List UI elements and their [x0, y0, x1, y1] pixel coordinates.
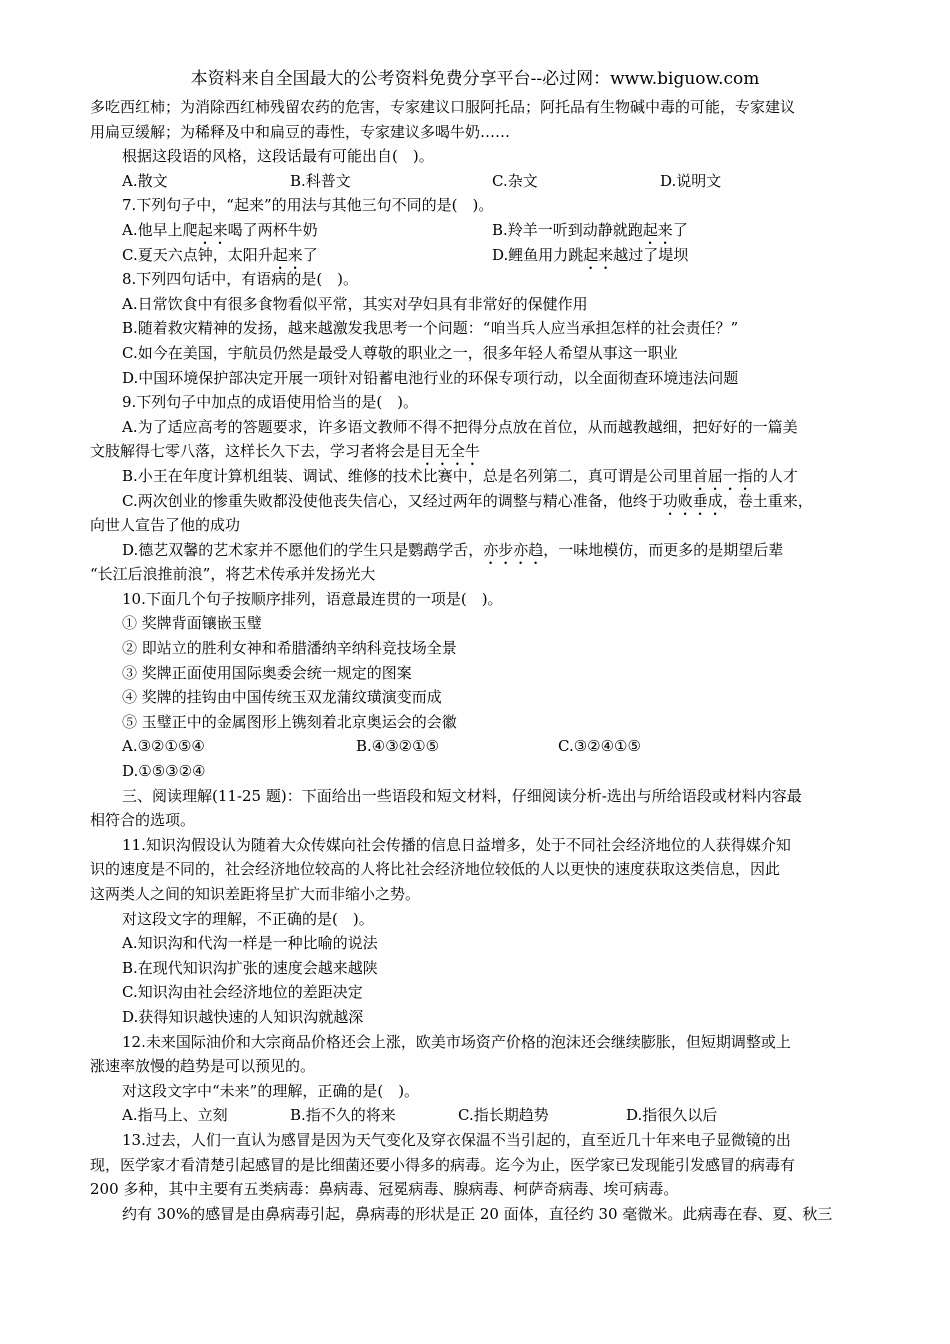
q10-item-5: ⑤ 玉璧正中的金属图形上镌刻着北京奥运会的会徽: [122, 712, 457, 731]
q7-a-pre: A.他早上爬: [122, 220, 198, 239]
q12-option-a: A.指马上、立刻: [122, 1106, 228, 1125]
q9-stem: 9.下列句子中加点的成语使用恰当的是( )。: [122, 393, 419, 412]
q9-d-pre: D.德艺双馨的艺术家并不愿他们的学生只是鹦鹉学舌，: [122, 540, 484, 559]
q9-option-c-line-2: 向世人宣告了他的成功: [90, 516, 241, 535]
document-body: [90, 95, 862, 1226]
q8-option-d: D.中国环境保护部决定开展一项针对铅蓄电池行业的环保专项行动，以全面彻查环境违法问题: [122, 368, 739, 387]
q11-passage-3: 这两类人之间的知识差距将呈扩大而非缩小之势。: [90, 885, 421, 903]
q7-c-post: 了: [302, 245, 318, 264]
intro-line-1: 多吃西红柿；为消除西红柿残留农药的危害，专家建议口服阿托品；阿托品有生物碱中毒的可能，专家建议: [90, 98, 796, 116]
q7-option-d: [492, 243, 688, 273]
q7-d-mark: 起来: [583, 245, 614, 264]
q10-item-2: ② 即站立的胜利女神和希腊潘纳辛纳科竞技场全景: [122, 639, 457, 658]
q11-option-a: A.知识沟和代沟一样是一种比喻的说法: [122, 934, 378, 953]
q7-a-post: 喝了两杯牛奶: [227, 220, 318, 239]
q7-stem: 7.下列句子中，“起来”的用法与其他三句不同的是( )。: [122, 196, 494, 215]
q9-c-idiom: 功败垂成: [662, 491, 723, 510]
q7-b-post: 了: [672, 220, 688, 239]
q10-option-b: B.④③②①⑤: [356, 737, 440, 756]
q12-option-b: B.指不久的将来: [290, 1106, 396, 1125]
q7-c-pre: C.夏天六点钟，太阳升: [122, 245, 273, 264]
q11-option-b: B.在现代知识沟扩张的速度会越来越陕: [122, 958, 378, 977]
q10-option-d: D.①⑤③②④: [122, 762, 206, 781]
q9-d-post: ，一味地模仿，而更多的是期望后辈: [543, 540, 784, 559]
q13-passage-4: 约有 30%的感冒是由鼻病毒引起，鼻病毒的形状是正 20 面体，直径约 30 毫微米。此病毒在春、夏、秋三: [122, 1204, 833, 1223]
q8-option-a: A.日常饮食中有很多食物看似平常，其实对孕妇具有非常好的保健作用: [122, 294, 588, 313]
q7-option-c: [122, 243, 318, 273]
q11-stem: 对这段文字的理解，不正确的是( )。: [122, 909, 374, 928]
q7-b-pre: B.羚羊一听到动静就跑: [492, 220, 643, 239]
section-3-heading-cont: 相符合的选项。: [90, 811, 196, 830]
q12-passage-2: 涨速率放慢的趋势是可以预见的。: [90, 1057, 316, 1076]
q12-option-d: D.指很久以后: [626, 1106, 718, 1125]
q7-d-post: 越过了堤坝: [613, 245, 689, 264]
q8-option-b: B.随着救灾精神的发扬，越来越激发我思考一个问题：“咱当兵人应当承担怎样的社会责任？”: [122, 319, 739, 338]
q7-options-row-2: [122, 243, 862, 268]
q9-a-idiom: 目无全牛: [420, 442, 481, 461]
q10-item-4: ④ 奖牌的挂钩由中国传统玉双龙蒲纹璜演变而成: [122, 688, 442, 707]
page-header: 本资料来自全国最大的公考资料免费分享平台--必过网：www.biguow.com: [190, 69, 760, 89]
q6-stem: 根据这段语的风格，这段话最有可能出自( )。: [122, 147, 434, 166]
q7-c-mark: 起来: [272, 245, 303, 264]
q10-item-3: ③ 奖牌正面使用国际奥委会统一规定的图案: [122, 663, 412, 682]
q10-option-a: A.③②①⑤④: [122, 737, 205, 756]
q9-c-post: ，卷土重来，: [722, 491, 813, 510]
q7-b-mark: 起来: [642, 220, 673, 239]
q6-option-d: D.说明文: [660, 171, 722, 190]
q10-stem: 10.下面几个句子按顺序排列，语意最连贯的一项是( )。: [122, 589, 503, 608]
q9-b-idiom: 首屈一指: [692, 466, 753, 485]
q9-d-idiom: 亦步亦趋: [483, 540, 544, 559]
q11-passage-2: 识的速度是不同的，社会经济地位较高的人将比社会经济地位较低的人以更快的速度获取这类信息，因此: [90, 860, 781, 879]
q9-option-c-line-1: [122, 489, 862, 514]
q13-passage-2: 现，医学家才看清楚引起感冒的是比细菌还要小得多的病毒。迄今为止，医学家已发现能引发感冒的病毒有: [90, 1155, 796, 1174]
q10-item-1: ① 奖牌背面镶嵌玉璧: [122, 614, 262, 633]
intro-line-2: 用扁豆缓解；为稀释及中和扁豆的毒性，专家建议多喝牛奶……: [90, 122, 511, 141]
q8-option-c: C.如今在美国，宇航员仍然是最受人尊敬的职业之一，很多年轻人希望从事这一职业: [122, 343, 678, 362]
section-3-heading: 三、阅读理解(11-25 题)：下面给出一些语段和短文材料，仔细阅读分析-选出与所给语段或材料内容最: [122, 786, 802, 805]
q12-passage-1: 12.未来国际油价和大宗商品价格还会上涨，欧美市场资产价格的泡沫还会继续膨胀，但短期调整或上: [122, 1032, 791, 1051]
q13-passage-3: 200 多种，其中主要有五类病毒：鼻病毒、冠冕病毒、腺病毒、柯萨奇病毒、埃可病毒。: [90, 1180, 679, 1199]
q12-stem: 对这段文字中“未来”的理解，正确的是( )。: [122, 1081, 420, 1100]
q9-c-pre: C.两次创业的惨重失败都没使他丧失信心，又经过两年的调整与精心准备，他终于: [122, 491, 663, 510]
q9-option-b: [122, 464, 862, 489]
q11-passage-1: 11.知识沟假设认为随着大众传媒向社会传播的信息日益增多，处于不同社会经济地位的人获得媒介知: [122, 835, 791, 854]
q11-option-c: C.知识沟由社会经济地位的差距决定: [122, 983, 363, 1002]
q10-options: [122, 734, 862, 759]
q10-option-c: C.③②④①⑤: [558, 737, 641, 756]
q6-option-c: C.杂文: [492, 171, 538, 190]
q7-options-row-1: [122, 218, 862, 243]
q6-option-a: A.散文: [122, 171, 168, 190]
q6-option-b: B.科普文: [290, 171, 351, 190]
q12-option-c: C.指长期趋势: [458, 1106, 549, 1125]
q9-option-d-line-2: “长江后浪推前浪”，将艺术传承并发扬光大: [90, 565, 376, 584]
q9-b-pre: B.小王在年度计算机组装、调试、维修的技术比赛中，总是名列第二，真可谓是公司里: [122, 466, 693, 485]
q12-options: [122, 1103, 862, 1128]
q9-option-a-line-1: A.为了适应高考的答题要求，许多语文教师不得不把得分点放在首位，从而越教越细，把好好的一篇美: [122, 417, 798, 436]
q9-b-post: 的人才: [752, 466, 798, 485]
q13-passage-1: 13.过去，人们一直认为感冒是因为天气变化及穿衣保温不当引起的，直至近几十年来电子显微镜的出: [122, 1130, 791, 1149]
q11-option-d: D.获得知识越快速的人知识沟就越深: [122, 1007, 364, 1026]
q9-option-d-line-1: [122, 538, 862, 563]
q6-options: [122, 169, 862, 194]
q9-a-pre: 文肢解得七零八落，这样长久下去，学习者将会是: [90, 442, 421, 461]
q9-option-a-line-2: [90, 439, 862, 464]
q8-stem: 8.下列四句话中，有语病的是( )。: [122, 270, 359, 289]
q7-a-mark: 起来: [197, 220, 228, 239]
q7-d-pre: D.鲤鱼用力跳: [492, 245, 584, 264]
